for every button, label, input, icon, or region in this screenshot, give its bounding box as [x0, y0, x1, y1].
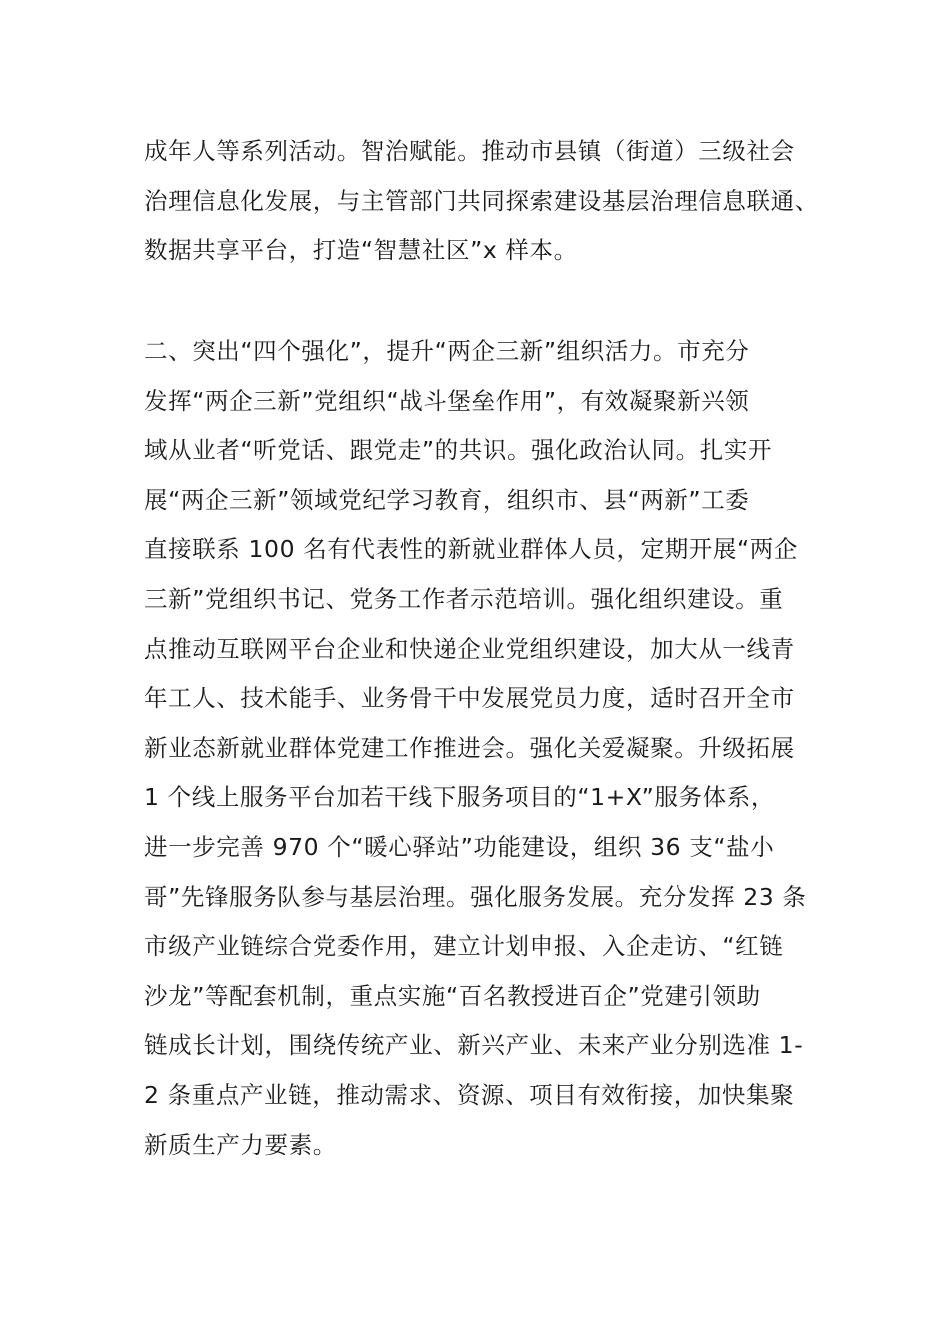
text-line: 新业态新就业群体党建工作推进会。强化关爱凝聚。升级拓展	[144, 733, 795, 762]
text-line: 点推动互联网平台企业和快递企业党组织建设，加大从一线青	[144, 634, 795, 663]
paragraph-four-strengthening	[144, 327, 814, 1170]
text-line: 发挥“两企三新”党组织“战斗堡垒作用”，有效凝聚新兴领	[144, 386, 750, 415]
text-line: 展“两企三新”领域党纪学习教育，组织市、县“两新”工委	[144, 485, 750, 514]
text-line: 三新”党组织书记、党务工作者示范培训。强化组织建设。重	[144, 584, 784, 613]
text-line: 沙龙”等配套机制，重点实施“百名教授进百企”党建引领助	[144, 981, 761, 1010]
section-heading-line: 二、突出“四个强化”，提升“两企三新”组织活力。市充分	[144, 337, 750, 365]
text-line: 成年人等系列活动。智治赋能。推动市县镇（街道）三级社会	[144, 137, 795, 165]
text-line: 市级产业链综合党委作用，建立计划申报、入企走访、“红链	[144, 932, 784, 961]
text-line: 2 条重点产业链，推动需求、资源、项目有效衔接，加快集聚	[144, 1080, 795, 1109]
text-line: 直接联系 100 名有代表性的新就业群体人员，定期开展“两企	[144, 535, 798, 564]
text-line: 哥”先锋服务队参与基层治理。强化服务发展。充分发挥 23 条	[144, 882, 807, 911]
text-line: 治理信息化发展，与主管部门共同探索建设基层治理信息联通、	[144, 186, 819, 215]
text-line: 进一步完善 970 个“暖心驿站”功能建设，组织 36 支“盐小	[144, 832, 775, 861]
text-line: 链成长计划，围绕传统产业、新兴产业、未来产业分别选准 1-	[144, 1031, 804, 1060]
text-line: 年工人、技术能手、业务骨干中发展党员力度，适时召开全市	[144, 684, 795, 713]
paragraph-governance	[144, 127, 819, 276]
text-line: 1 个线上服务平台加若干线下服务项目的“1+X”服务体系，	[144, 783, 775, 812]
text-line: 域从业者“听党话、跟党走”的共识。强化政治认同。扎实开	[144, 436, 773, 465]
text-line: 数据共享平台，打造“智慧社区”x 样本。	[144, 236, 578, 265]
text-line: 新质生产力要素。	[144, 1130, 337, 1159]
